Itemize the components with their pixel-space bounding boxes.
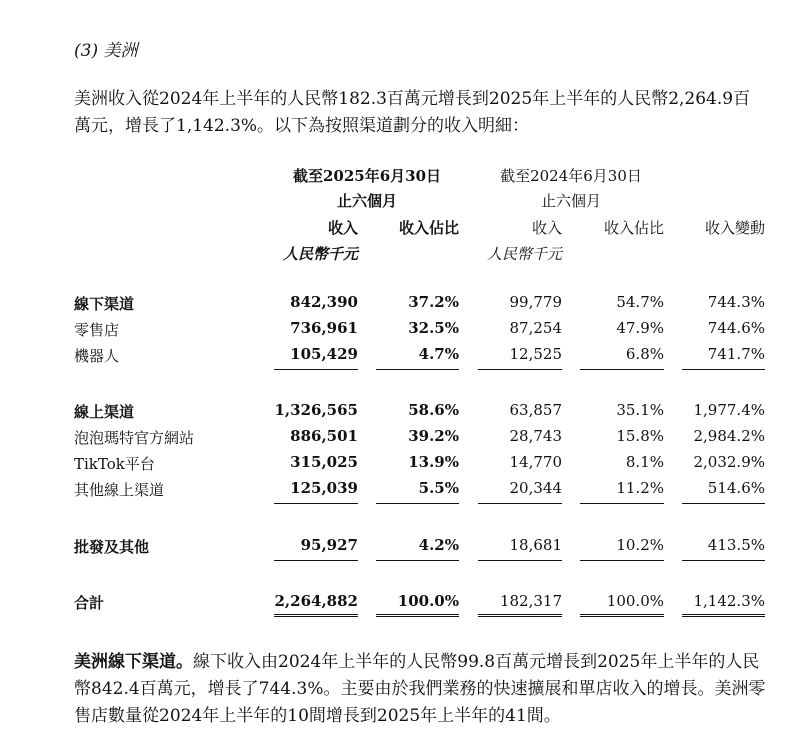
header-six-months-2025: 止六個月 [336,192,397,210]
section-heading: (3) 美洲 [74,41,138,61]
share-2024: 15.8% [616,427,664,445]
subtotal-rule [478,560,562,561]
share-2024: 8.1% [625,453,664,471]
revenue-2024: 20,344 [509,479,562,497]
subtotal-rule [376,369,459,370]
subtotal-rule [478,503,562,504]
revenue-2025: 886,501 [290,427,358,445]
subtotal-rule [682,560,765,561]
share-2024: 54.7% [616,293,664,311]
closing-paragraph [74,649,766,730]
row-label: 線下渠道 [74,295,135,313]
row-label: 線上渠道 [74,403,135,421]
table-row [0,293,800,319]
table-row [0,427,800,453]
revenue-change: 2,032.9% [693,453,765,471]
total-double-rule [580,614,664,617]
subtotal-rule [682,369,765,370]
table-row [0,319,800,345]
share-2024: 100.0% [606,592,664,610]
revenue-2025: 125,039 [290,479,358,497]
revenue-2025: 315,025 [290,453,358,471]
row-label: 零售店 [74,321,120,339]
row-label: 機器人 [74,347,120,365]
header-unit-2025: 人民幣千元 [282,245,358,263]
share-2025: 5.5% [418,479,459,497]
closing-body: 線下收入由2024年上半年的人民幣99.8百萬元增長到2025年上半年的人民幣842.4百萬元，增長了744.3%。主要由於我們業務的快速擴展和單店收入的增長。美洲零售店數量從2024年上半年的10間增長到2025年上半年的41間。 [74,652,766,726]
table-row [0,536,800,562]
share-2025: 4.7% [418,345,459,363]
revenue-2024: 18,681 [509,536,562,554]
subtotal-rule [580,369,664,370]
revenue-2025: 736,961 [290,319,358,337]
revenue-2025: 842,390 [290,293,358,311]
revenue-change: 514.6% [707,479,765,497]
total-double-rule [376,614,459,617]
header-share-2025: 收入佔比 [398,219,459,237]
subtotal-rule [580,560,664,561]
subtotal-rule [580,503,664,504]
revenue-change: 2,984.2% [693,427,765,445]
share-2024: 10.2% [616,536,664,554]
table-row [0,345,800,371]
total-double-rule [478,614,562,617]
subtotal-rule [478,369,562,370]
subtotal-rule [682,503,765,504]
subtotal-rule [376,560,459,561]
revenue-2024: 12,525 [509,345,562,363]
closing-lead: 美洲線下渠道。 [74,652,193,672]
revenue-change: 1,142.3% [693,592,765,610]
table-row [0,401,800,427]
header-revenue-2025: 收入 [327,219,358,237]
revenue-2024: 99,779 [509,293,562,311]
revenue-change: 744.3% [707,293,765,311]
revenue-2025: 2,264,882 [274,592,358,610]
header-unit-2024: 人民幣千元 [486,245,562,263]
share-2024: 35.1% [616,401,664,419]
subtotal-rule [274,369,358,370]
share-2025: 4.2% [418,536,459,554]
share-2024: 6.8% [625,345,664,363]
row-label: TikTok平台 [74,455,155,473]
subtotal-rule [274,560,358,561]
revenue-2024: 182,317 [499,592,562,610]
share-2025: 39.2% [408,427,459,445]
total-double-rule [274,614,358,617]
share-2025: 58.6% [408,401,459,419]
revenue-2025: 95,927 [300,536,358,554]
revenue-change: 1,977.4% [693,401,765,419]
share-2024: 47.9% [616,319,664,337]
header-period-2025: 截至2025年6月30日 [292,167,442,185]
revenue-2024: 63,857 [509,401,562,419]
revenue-2025: 105,429 [290,345,358,363]
row-label: 批發及其他 [74,538,150,556]
row-label: 泡泡瑪特官方網站 [74,429,195,447]
revenue-2025: 1,326,565 [274,401,358,419]
share-2025: 13.9% [408,453,459,471]
revenue-2024: 28,743 [509,427,562,445]
revenue-change: 413.5% [707,536,765,554]
revenue-change: 741.7% [707,345,765,363]
intro-paragraph: 美洲收入從2024年上半年的人民幣182.3百萬元增長到2025年上半年的人民幣2,264.9百萬元，增長了1,142.3%。以下為按照渠道劃分的收入明細： [74,89,751,136]
header-period-2024: 截至2024年6月30日 [500,167,642,185]
header-change: 收入變動 [704,219,765,237]
revenue-2024: 14,770 [509,453,562,471]
share-2025: 37.2% [408,293,459,311]
header-revenue-2024: 收入 [531,219,562,237]
row-label: 合計 [74,594,105,612]
revenue-2024: 87,254 [509,319,562,337]
share-2024: 11.2% [616,479,664,497]
table-row [0,453,800,479]
row-label: 其他線上渠道 [74,481,165,499]
subtotal-rule [274,503,358,504]
share-2025: 32.5% [408,319,459,337]
table-row [0,479,800,505]
share-2025: 100.0% [397,592,459,610]
total-double-rule [682,614,765,617]
header-six-months-2024: 止六個月 [540,192,601,210]
header-share-2024: 收入佔比 [603,219,664,237]
revenue-change: 744.6% [707,319,765,337]
subtotal-rule [376,503,459,504]
